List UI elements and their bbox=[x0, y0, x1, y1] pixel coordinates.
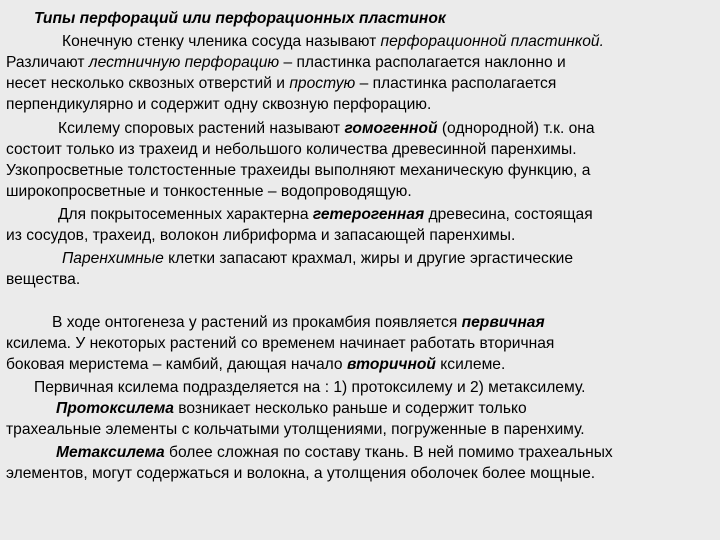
term-perforation-plate: перфорационной пластинкой. bbox=[380, 33, 604, 50]
p5-line-1 bbox=[52, 313, 545, 332]
term-protoxylem: Протоксилема bbox=[56, 400, 174, 417]
term-simple: простую bbox=[289, 75, 356, 92]
text-segment: Первичная ксилема подразделяется на : 1) протоксилему и 2) метаксилему. bbox=[34, 379, 586, 396]
text-segment: состоит только из трахеид и небольшого количества древесинной паренхимы. bbox=[6, 141, 577, 158]
p2-line-3 bbox=[6, 161, 590, 180]
text-segment: перпендикулярно и содержит одну сквозную перфорацию. bbox=[6, 96, 432, 113]
text-segment: боковая меристема – камбий, дающая начало bbox=[6, 356, 347, 373]
p7-line-2 bbox=[6, 420, 585, 439]
text-segment: широкопросветные и тонкостенные – водопроводящую. bbox=[6, 183, 412, 200]
p1-line-2 bbox=[6, 53, 566, 72]
p8-line-1 bbox=[56, 443, 613, 462]
text-segment: клетки запасают крахмал, жиры и другие эргастические bbox=[163, 250, 574, 267]
text-segment: древесина, состоящая bbox=[424, 206, 593, 223]
p8-line-2 bbox=[6, 464, 595, 483]
text-segment: Для покрытосеменных характерна bbox=[58, 206, 313, 223]
text-segment: ксилема. У некоторых растений со временем начинает работать вторичная bbox=[6, 335, 555, 352]
text-segment: Конечную стенку членика сосуда называют bbox=[62, 33, 381, 50]
text-segment: – пластинка располагается bbox=[355, 75, 557, 92]
term-secondary: вторичной bbox=[346, 356, 436, 373]
text-segment: Ксилему споровых растений называют bbox=[58, 120, 345, 137]
text-segment: возникает несколько раньше и содержит только bbox=[173, 400, 527, 417]
text-segment: Различают bbox=[6, 54, 89, 71]
heading-text: Типы перфораций или перфорационных пластинок bbox=[34, 10, 446, 27]
text-segment: вещества. bbox=[6, 271, 81, 288]
p5-line-3 bbox=[6, 355, 505, 374]
term-parenchymal: Паренхимные bbox=[62, 250, 164, 267]
text-segment: из сосудов, трахеид, волокон либриформа и запасающей паренхимы. bbox=[6, 227, 516, 244]
p6-line-1 bbox=[34, 378, 585, 397]
term-homogeneous: гомогенной bbox=[344, 120, 438, 137]
text-segment: – пластинка располагается наклонно и bbox=[279, 54, 566, 71]
p5-line-2 bbox=[6, 334, 554, 353]
p3-line-1 bbox=[58, 205, 593, 224]
p4-line-1 bbox=[62, 249, 573, 268]
p1-line-4 bbox=[6, 95, 431, 114]
p4-line-2 bbox=[6, 270, 80, 289]
p2-line-2 bbox=[6, 140, 577, 159]
text-segment: более сложная по составу ткань. В ней помимо трахеальных bbox=[164, 444, 613, 461]
text-segment: (однородной) т.к. она bbox=[437, 120, 595, 137]
text-segment: В ходе онтогенеза у растений из прокамбия появляется bbox=[52, 314, 462, 331]
p3-line-2 bbox=[6, 226, 515, 245]
p2-line-1 bbox=[58, 119, 595, 138]
text-segment: несет несколько сквозных отверстий и bbox=[6, 75, 290, 92]
term-heterogeneous: гетерогенная bbox=[312, 206, 425, 223]
heading-perforation-types bbox=[34, 9, 446, 28]
p1-line-3 bbox=[6, 74, 556, 93]
term-primary: первичная bbox=[461, 314, 545, 331]
text-segment: ксилеме. bbox=[435, 356, 506, 373]
p2-line-4 bbox=[6, 182, 412, 201]
text-segment: трахеальные элементы с кольчатыми утолщениями, погруженные в паренхиму. bbox=[6, 421, 585, 438]
text-segment: Узкопросветные толстостенные трахеиды выполняют механическую функцию, а bbox=[6, 162, 591, 179]
p1-line-1 bbox=[62, 32, 604, 51]
p7-line-1 bbox=[56, 399, 527, 418]
term-ladder-perforation: лестничную перфорацию bbox=[88, 54, 280, 71]
term-metaxylem: Метаксилема bbox=[56, 444, 165, 461]
text-segment: элементов, могут содержаться и волокна, а утолщения оболочек более мощные. bbox=[6, 465, 596, 482]
